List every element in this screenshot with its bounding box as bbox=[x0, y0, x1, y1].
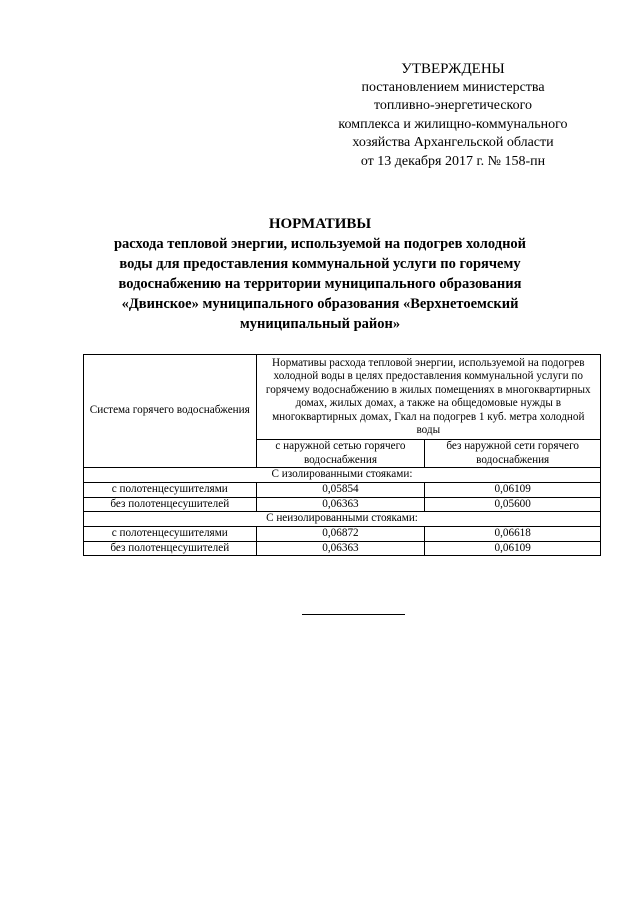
value-without-network: 0,06109 bbox=[425, 483, 601, 498]
row-label: с полотенцесушителями bbox=[84, 483, 257, 498]
section-row bbox=[84, 512, 601, 527]
approval-line: постановлением министерства bbox=[361, 79, 545, 95]
title-line: муниципальный район» bbox=[239, 316, 401, 332]
approval-line: от 13 декабря 2017 г. № 158-пн bbox=[360, 153, 546, 169]
title-line: расхода тепловой энергии, используемой на подогрев холодной bbox=[113, 236, 527, 252]
title-line: «Двинское» муниципального образования «Верхнетоемский bbox=[121, 296, 519, 312]
col-without-network-header: без наружной сети горячего водоснабжения bbox=[425, 440, 601, 468]
approval-heading: УТВЕРЖДЕНЫ bbox=[401, 61, 505, 77]
value-without-network: 0,06109 bbox=[425, 541, 601, 556]
row-label: без полотенцесушителей bbox=[84, 541, 257, 556]
approval-line: топливно-энергетического bbox=[373, 98, 533, 113]
title-line: водоснабжению на территории муниципального образования bbox=[118, 276, 522, 292]
value-with-network: 0,06363 bbox=[256, 541, 425, 556]
title-line: воды для предоставления коммунальной услуги по горячему bbox=[119, 256, 521, 272]
closing-line bbox=[302, 614, 405, 615]
title-main: НОРМАТИВЫ bbox=[268, 216, 372, 232]
value-without-network: 0,06618 bbox=[425, 527, 601, 542]
value-with-network: 0,06363 bbox=[256, 497, 425, 512]
approval-line: комплекса и жилищно-коммунального bbox=[338, 116, 568, 132]
col-with-network-header: с наружной сетью горячего водоснабжения bbox=[256, 440, 425, 468]
table-row bbox=[84, 497, 601, 512]
table-row bbox=[84, 483, 601, 498]
norms-header: Нормативы расхода тепловой энергии, используемой на подогрев холодной воды в целях предоставления коммунальной услуги по горячему водоснабжению в жилых помещениях в многоквартирных домах, жилых домах, а также на общедомовые нужды в многоквартирных домах, Гкал на подогрев 1 куб. метра холодной воды bbox=[256, 355, 600, 440]
table-row bbox=[84, 541, 601, 556]
section-title: С изолированными стояками: bbox=[84, 468, 601, 483]
value-with-network: 0,06872 bbox=[256, 527, 425, 542]
approval-block bbox=[330, 60, 576, 171]
row-label: с полотенцесушителями bbox=[84, 527, 257, 542]
table-row bbox=[84, 527, 601, 542]
section-title: С неизолированными стояками: bbox=[84, 512, 601, 527]
row-label: без полотенцесушителей bbox=[84, 497, 257, 512]
approval-line: хозяйства Архангельской области bbox=[352, 135, 554, 150]
value-with-network: 0,05854 bbox=[256, 483, 425, 498]
table-header-row bbox=[84, 355, 601, 440]
system-header: Система горячего водоснабжения bbox=[84, 355, 257, 468]
value-without-network: 0,05600 bbox=[425, 497, 601, 512]
norms-table bbox=[83, 354, 601, 556]
section-row bbox=[84, 468, 601, 483]
document-title bbox=[100, 214, 540, 334]
